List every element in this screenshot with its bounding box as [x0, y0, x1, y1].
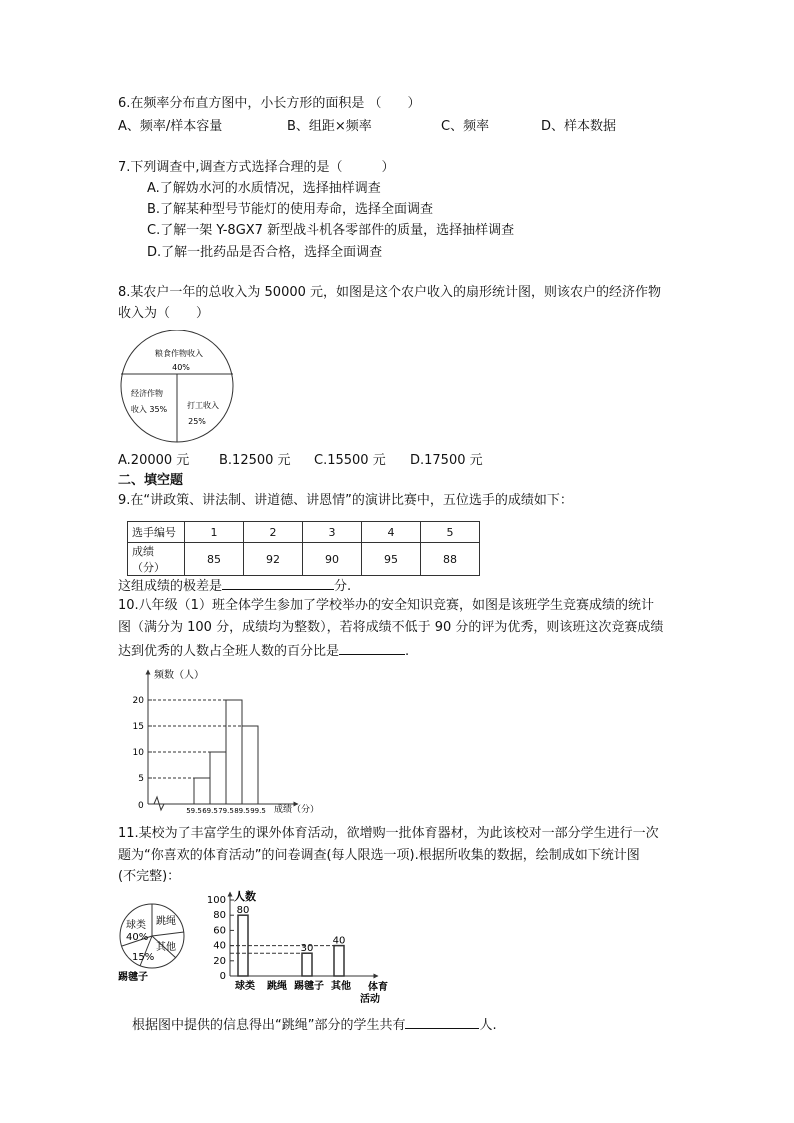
q9-score-table [127, 521, 480, 576]
q11-answer-line [132, 1014, 497, 1035]
axis-break [148, 797, 184, 810]
pie-slice1-name: 粮食作物收入 [155, 349, 203, 358]
q8-pie-chart [117, 330, 237, 444]
pie-slice3-name: 打工收入 [187, 401, 219, 410]
q9-answer-blank[interactable] [222, 575, 334, 590]
pie-slice1-pct: 40% [172, 363, 190, 372]
y-tick-label: 20 [132, 696, 144, 706]
pie-label-ball: 球类 [126, 920, 146, 931]
table-header-score: 成绩（分） [128, 543, 185, 576]
q7-option-b: B.了解某种型号节能灯的使用寿命，选择全面调查 [147, 202, 434, 217]
q9-answer-suffix: 分. [334, 579, 352, 594]
table-cell: 88 [421, 543, 480, 576]
q8-stem-line2: 收入为（ ） [118, 306, 210, 321]
x-tick-label: 99.5 [250, 807, 266, 815]
table-cell: 85 [185, 543, 244, 576]
q7-option-a: A.了解妫水河的水质情况，选择抽样调查 [147, 181, 381, 196]
q9-answer-prefix: 这组成绩的极差是 [118, 579, 223, 594]
x-tick-label: 球类 [235, 981, 255, 992]
q8-stem-line1: 8.某农户一年的总收入为 50000 元，如图是这个农户收入的扇形统计图，则该农户的经济作物 [118, 285, 662, 300]
histogram-bar [242, 726, 258, 804]
y-tick-label: 40 [213, 940, 226, 952]
q10-histogram [126, 664, 331, 816]
section-2-title: 二、填空题 [118, 473, 184, 488]
table-cell: 4 [362, 522, 421, 543]
q7-option-d: D.了解一批药品是否合格，选择全面调查 [147, 245, 383, 260]
table-cell: 2 [244, 522, 303, 543]
q10-line3-prefix: 达到优秀的人数占全班人数的百分比是 [118, 644, 340, 659]
table-cell: 90 [303, 543, 362, 576]
x-axis-label-top: 体育 [368, 982, 388, 993]
table-row [128, 543, 480, 576]
y-tick-label: 20 [213, 955, 226, 967]
q10-line2: 图（满分为 100 分，成绩均为整数），若将成绩不低于 90 分的评为优秀，则该班这次竞赛成绩 [118, 620, 664, 635]
bar-value-label: 80 [236, 905, 250, 917]
table-cell: 5 [421, 522, 480, 543]
q10-answer-blank[interactable] [339, 640, 405, 655]
y-tick-label: 100 [206, 895, 226, 906]
bar-value-label: 40 [332, 935, 346, 947]
histogram-bar [194, 778, 210, 804]
y-tick-label: 0 [219, 971, 226, 982]
table-cell: 95 [362, 543, 421, 576]
q11-bar-chart [200, 888, 390, 1006]
x-tick-label: 跳绳 [267, 981, 287, 992]
y-tick-label: 15 [132, 722, 144, 732]
q6-option-c: C、频率 [441, 119, 490, 134]
histogram-bar [226, 700, 242, 804]
y-tick-label: 10 [132, 748, 144, 758]
q8-option-a: A.20000 元 [118, 453, 190, 468]
pie-slice2-name: 经济作物 [131, 389, 163, 398]
q9-stem: 9.在“讲政策、讲法制、讲道德、讲恩情”的演讲比赛中，五位选手的成绩如下： [118, 493, 573, 508]
pie-label-other: 其他 [156, 942, 176, 953]
q11-pie-chart [118, 902, 194, 984]
x-axis-label-bottom: 活动 [360, 994, 380, 1005]
pie-label-shuttle: 踢毽子 [118, 972, 148, 983]
y-tick-label: 80 [213, 910, 226, 922]
bar-value-label: 30 [300, 943, 314, 955]
q6-option-a: A、频率/样本容量 [118, 119, 223, 134]
x-tick-label: 59.5 [186, 807, 202, 815]
histogram-bar [210, 752, 226, 804]
y-axis-label: 人数 [234, 890, 256, 903]
q9-answer-line [118, 575, 351, 596]
q8-option-c: C.15500 元 [314, 453, 386, 468]
y-axis-label: 频数（人） [154, 670, 204, 681]
y-tick-label: 5 [138, 774, 144, 784]
x-tick-label: 89.5 [234, 807, 250, 815]
q10-line1: 10.八年级（1）班全体学生参加了学校举办的安全知识竞赛，如图是该班学生竞赛成绩的统计 [118, 598, 654, 613]
pie-pct-shuttle: 15% [132, 952, 155, 963]
pie-slice2-pct: 收入 35% [130, 405, 168, 414]
x-tick-label: 踢毽子 [294, 981, 324, 992]
q10-line3 [118, 640, 409, 661]
bar [334, 946, 344, 976]
q6-stem: 6.在频率分布直方图中，小长方形的面积是 （ ） [118, 96, 421, 111]
y-tick-label: 60 [213, 925, 226, 937]
x-tick-label: 69.5 [202, 807, 218, 815]
pie-pct-ball: 40% [126, 932, 149, 943]
q8-option-d: D.17500 元 [410, 453, 483, 468]
table-row [128, 522, 480, 543]
origin-label: 0 [138, 801, 144, 811]
x-axis-label: 成绩（分） [274, 805, 320, 815]
pie-slice3-pct: 25% [188, 417, 206, 426]
q11-answer-blank[interactable] [405, 1014, 479, 1029]
q11-line3: (不完整)： [118, 869, 181, 884]
q11-line1: 11.某校为了丰富学生的课外体育活动，欲增购一批体育器材，为此该校对一部分学生进行一次 [118, 826, 659, 841]
q11-answer-prefix: 根据图中提供的信息得出“跳绳”部分的学生共有 [132, 1018, 406, 1033]
pie-label-rope: 跳绳 [156, 916, 176, 927]
x-tick-label: 79.5 [218, 807, 234, 815]
q10-line3-suffix: . [405, 644, 410, 659]
q7-option-c: C.了解一架 Y-8GX7 新型战斗机各零部件的质量，选择抽样调查 [147, 223, 515, 238]
q11-line2: 题为“你喜欢的体育活动”的问卷调查(每人限选一项).根据所收集的数据，绘制成如下统计图 [118, 848, 640, 863]
q7-stem: 7.下列调查中,调查方式选择合理的是（ ） [118, 160, 395, 175]
table-header-id: 选手编号 [128, 522, 185, 543]
table-cell: 1 [185, 522, 244, 543]
table-cell: 92 [244, 543, 303, 576]
q11-answer-suffix: 人. [479, 1018, 497, 1033]
table-cell: 3 [303, 522, 362, 543]
bar [302, 953, 312, 976]
x-tick-label: 其他 [331, 981, 351, 992]
q6-option-d: D、样本数据 [541, 119, 617, 134]
q8-option-b: B.12500 元 [219, 453, 291, 468]
q6-option-b: B、组距×频率 [287, 119, 372, 134]
